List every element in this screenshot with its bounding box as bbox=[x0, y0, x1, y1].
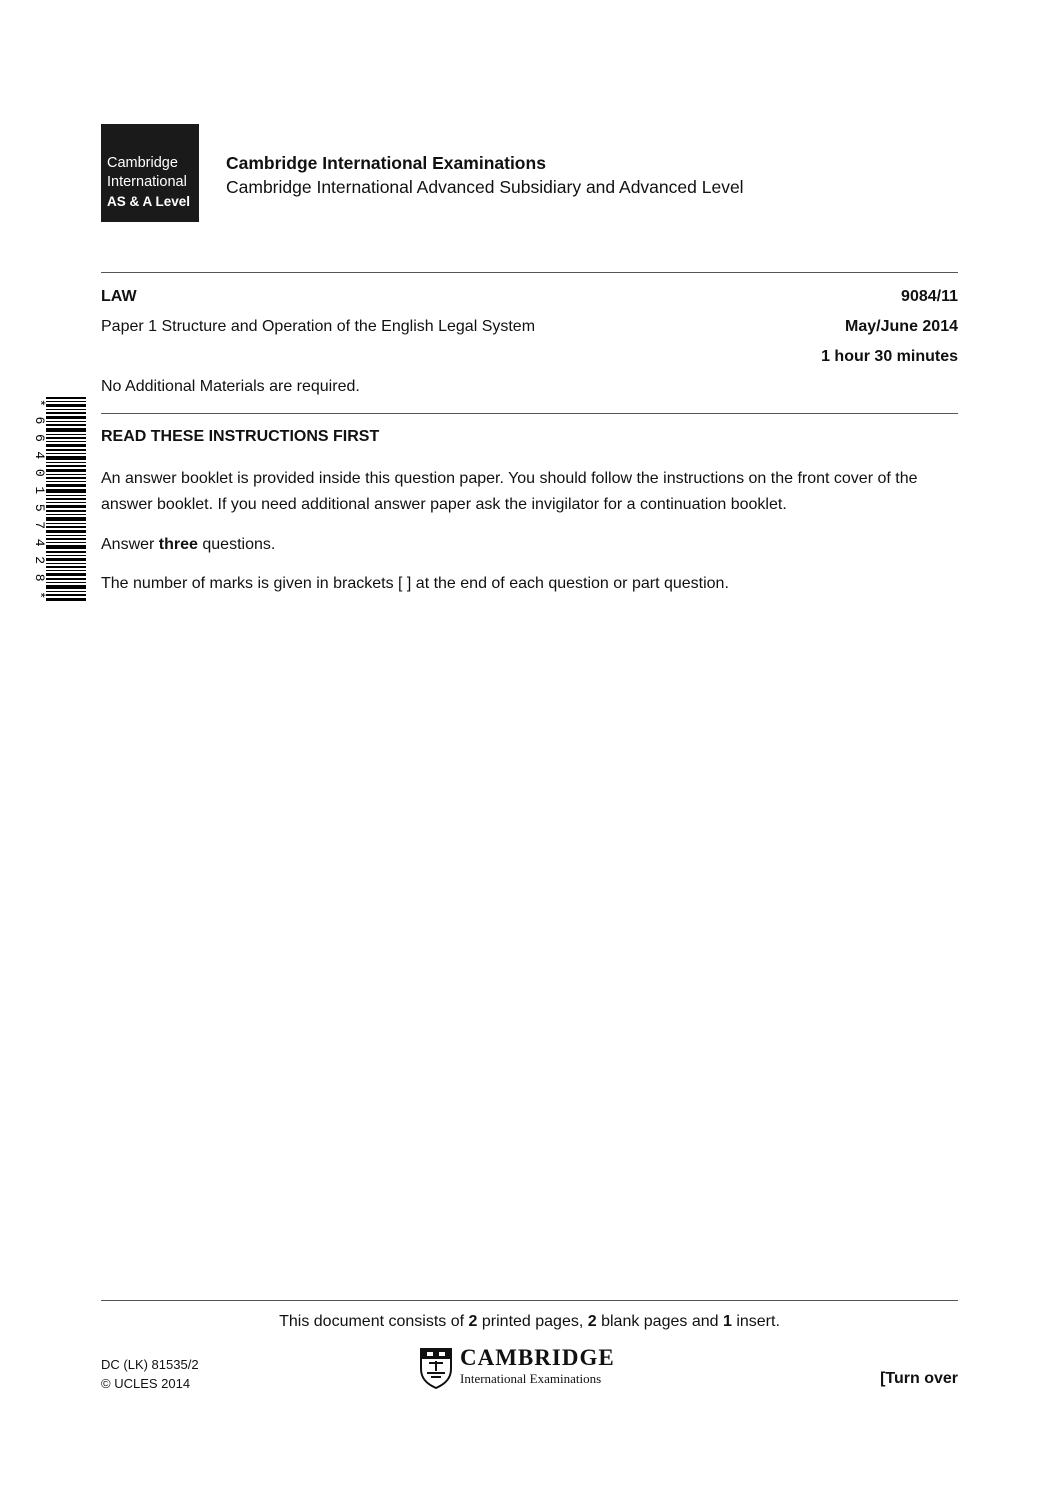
qualification-name: Cambridge International Advanced Subsidiary and Advanced Level bbox=[226, 177, 744, 197]
divider-middle bbox=[101, 413, 958, 414]
paper-code: 9084/11 bbox=[901, 288, 958, 305]
logo-line-3: AS & A Level bbox=[107, 194, 191, 209]
paper-title: Paper 1 Structure and Operation of the English Legal System bbox=[101, 318, 536, 335]
instructions-paragraph-2: Answer three questions. bbox=[101, 536, 276, 553]
cambridge-crest-icon bbox=[419, 1347, 453, 1389]
cambridge-wordmark: CAMBRIDGE bbox=[460, 1345, 615, 1370]
barcode bbox=[34, 397, 86, 603]
cambridge-as-a-level-logo bbox=[101, 124, 199, 222]
divider-footer bbox=[101, 1300, 958, 1301]
exam-session: May/June 2014 bbox=[845, 318, 958, 335]
turn-over-label: [Turn over bbox=[880, 1370, 958, 1387]
materials-note: No Additional Materials are required. bbox=[101, 378, 360, 395]
cambridge-wordmark-subtitle: International Examinations bbox=[460, 1371, 602, 1386]
instructions-paragraph-1: An answer booklet is provided inside this question paper. You should follow the instructions on the front cover of the answer booklet. If you need additional answer paper ask the invigilator for a continuation booklet. bbox=[101, 470, 918, 513]
divider-top bbox=[101, 272, 958, 273]
footer-reference bbox=[101, 1355, 199, 1393]
document-reference: DC (LK) 81535/2 bbox=[101, 1357, 199, 1372]
instructions-heading: READ THESE INSTRUCTIONS FIRST bbox=[101, 428, 380, 445]
question-count: three bbox=[158, 536, 198, 553]
page-count-note: This document consists of 2 printed pages, 2 blank pages and 1 insert. bbox=[279, 1313, 780, 1330]
copyright-notice: © UCLES 2014 bbox=[101, 1376, 191, 1391]
subject-title: LAW bbox=[101, 288, 137, 305]
barcode-number: *6640157428* bbox=[32, 399, 47, 599]
instructions-paragraph-3: The number of marks is given in brackets [ ] at the end of each question or part question. bbox=[101, 575, 729, 592]
logo-line-2: International bbox=[107, 174, 187, 190]
logo-line-1: Cambridge bbox=[107, 155, 178, 171]
organisation-name: Cambridge International Examinations bbox=[226, 153, 546, 173]
exam-duration: 1 hour 30 minutes bbox=[821, 348, 958, 365]
